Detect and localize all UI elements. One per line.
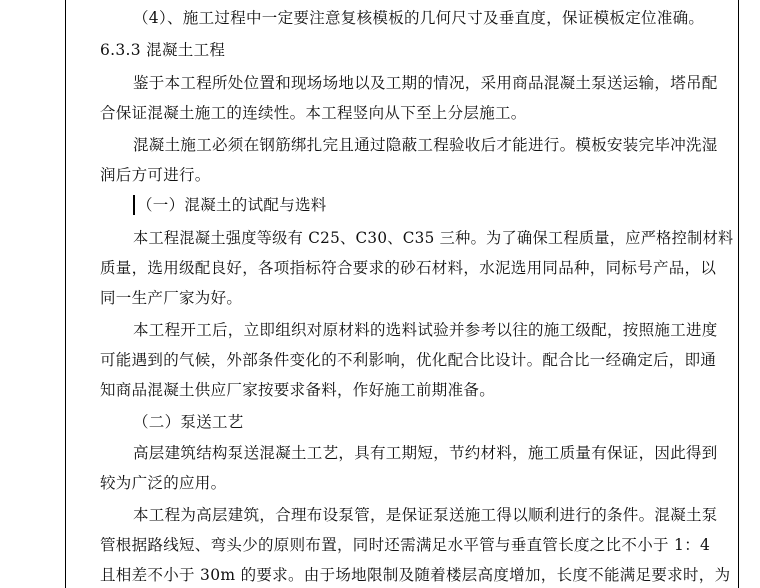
paragraph-line: 且相差不小于 30m 的要求。由于场地限制及随着楼层高度增加，长度不能满足要求时，为 bbox=[100, 566, 731, 584]
paragraph-line: 高层建筑结构泵送混凝土工艺，具有工期短，节约材料，施工质量有保证，因此得到 bbox=[133, 444, 718, 462]
page-border-left bbox=[65, 0, 66, 588]
paragraph-line: 鉴于本工程所处位置和现场场地以及工期的情况，采用商品混凝土泵送运输，塔吊配 bbox=[133, 74, 718, 92]
paragraph-line: 本工程为高层建筑，合理布设泵管，是保证泵送施工得以顺利进行的条件。混凝土泵 bbox=[133, 506, 718, 524]
paragraph-line: 管根据路线短、弯头少的原则布置，同时还需满足水平管与垂直管长度之比不小于 1：4 bbox=[100, 536, 711, 554]
text-cursor bbox=[133, 195, 135, 215]
section-heading: 6.3.3 混凝土工程 bbox=[100, 41, 226, 59]
paragraph-line: 混凝土施工必须在钢筋绑扎完且通过隐蔽工程验收后才能进行。模板安装完毕冲洗湿 bbox=[133, 136, 718, 154]
paragraph-line: 可能遇到的气候，外部条件变化的不利影响，优化配合比设计。配合比一经确定后，即通 bbox=[100, 351, 717, 369]
paragraph-line: 较为广泛的应用。 bbox=[100, 474, 227, 492]
paragraph-line: 本工程开工后，立即组织对原材料的选料试验并参考以往的施工级配，按照施工进度 bbox=[133, 321, 718, 339]
paragraph-line: 合保证混凝土施工的连续性。本工程竖向从下至上分层施工。 bbox=[100, 104, 527, 122]
paragraph-line: 知商品混凝土供应厂家按要求备料，作好施工前期准备。 bbox=[100, 381, 496, 399]
paragraph-line: 润后方可进行。 bbox=[100, 166, 211, 184]
paragraph-line: （4）、施工过程中一定要注意复核模板的几何尺寸及垂直度，保证模板定位准确。 bbox=[133, 9, 705, 27]
page-border-right bbox=[738, 0, 739, 588]
paragraph-line: 质量，选用级配良好，各项指标符合要求的砂石材料，水泥选用同品种，同标号产品，以 bbox=[100, 259, 717, 277]
subsection-heading: （二）泵送工艺 bbox=[133, 413, 244, 431]
subsection-heading: （一）混凝土的试配与选料 bbox=[137, 196, 327, 214]
paragraph-line: 同一生产厂家为好。 bbox=[100, 289, 243, 307]
paragraph-line: 本工程混凝土强度等级有 C25、C30、C35 三种。为了确保工程质量，应严格控制材料 bbox=[133, 229, 734, 247]
